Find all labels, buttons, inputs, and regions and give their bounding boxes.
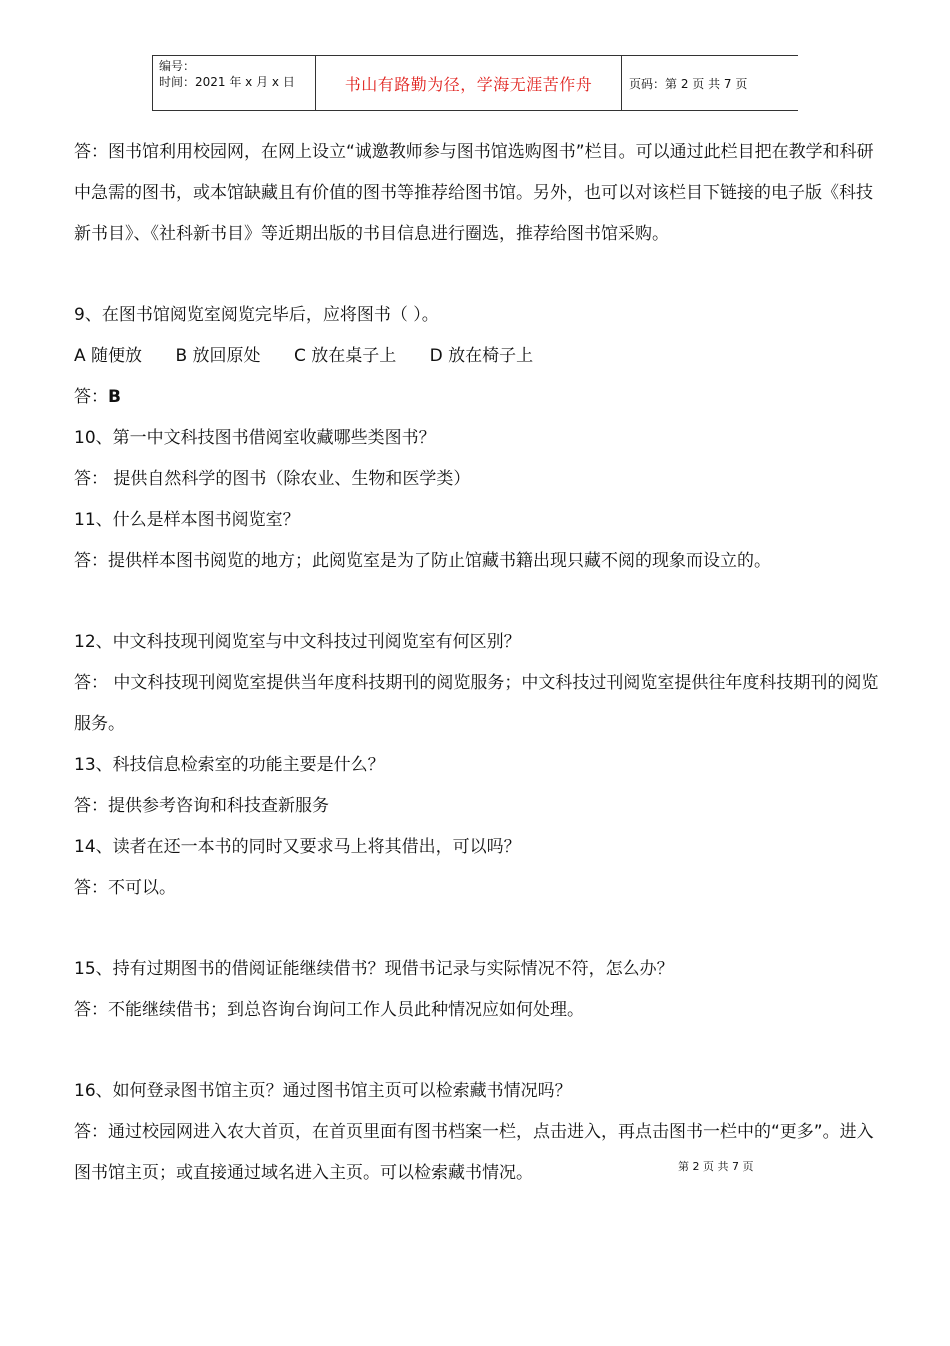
question-16: 16、如何登录图书馆主页？通过图书馆主页可以检索藏书情况吗？ (74, 1081, 572, 1101)
question-12: 12、中文科技现刊阅览室与中文科技过刊阅览室有何区别？ (74, 632, 521, 652)
answer-10: 答： 提供自然科学的图书（除农业、生物和医学类） (74, 469, 471, 489)
answer-13: 答：提供参考咨询和科技查新服务 (74, 796, 329, 816)
answer-12: 答： 中文科技现刊阅览室提供当年度科技期刊的阅览服务；中文科技过刊阅览室提供往年度科技期刊的阅览服务。 (74, 673, 879, 734)
question-9: 9、在图书馆阅览室阅览完毕后，应将图书（ ）。 (74, 305, 439, 325)
answer-16: 答：通过校园网进入农大首页，在首页里面有图书档案一栏，点击进入，再点击图书一栏中的“更多”。进入图书馆主页；或直接通过域名进入主页。可以检索藏书情况。 (74, 1122, 874, 1183)
question-10: 10、第一中文科技图书借阅室收藏哪些类图书？ (74, 428, 436, 448)
header-motto: 书山有路勤为径，学海无涯苦作舟 (316, 56, 622, 110)
answer-9-prefix: 答： (74, 387, 108, 407)
answer-11: 答：提供样本图书阅览的地方；此阅览室是为了防止馆藏书籍出现只藏不阅的现象而设立的。 (74, 551, 771, 571)
answer-15: 答：不能继续借书；到总咨询台询问工作人员此种情况应如何处理。 (74, 1000, 584, 1020)
option-d: D 放在椅子上 (429, 346, 534, 366)
question-14: 14、读者在还一本书的同时又要求马上将其借出，可以吗？ (74, 837, 521, 857)
header-number-label: 编号： (159, 59, 196, 73)
question-15: 15、持有过期图书的借阅证能继续借书？现借书记录与实际情况不符，怎么办？ (74, 959, 674, 979)
option-b: B 放回原处 (175, 346, 261, 366)
document-body (74, 132, 884, 1194)
answer-8: 答：图书馆利用校园网，在网上设立“诚邀教师参与图书馆选购图书”栏目。可以通过此栏目把在教学和科研中急需的图书，或本馆缺藏且有价值的图书等推荐给图书馆。另外，也可以对该栏目下链接的电子版《科技新书目》、《社科新书目》等近期出版的书目信息进行圈选，推荐给图书馆采购。 (74, 142, 874, 244)
question-11: 11、什么是样本图书阅览室？ (74, 510, 300, 530)
answer-9-value: B (108, 387, 121, 407)
question-13: 13、科技信息检索室的功能主要是什么？ (74, 755, 385, 775)
option-a: A 随便放 (74, 346, 143, 366)
option-c: C 放在桌子上 (293, 346, 397, 366)
page-header (152, 55, 798, 111)
header-page-label: 页码：第 2 页 共 7 页 (629, 76, 748, 91)
header-meta-cell (152, 56, 316, 110)
header-time-label: 时间：2021 年 x 月 x 日 (159, 75, 295, 89)
answer-14: 答：不可以。 (74, 878, 176, 898)
footer-page-label: 第 2 页 共 7 页 (678, 1160, 754, 1173)
answer-9 (74, 377, 884, 418)
question-9-options (74, 336, 884, 377)
